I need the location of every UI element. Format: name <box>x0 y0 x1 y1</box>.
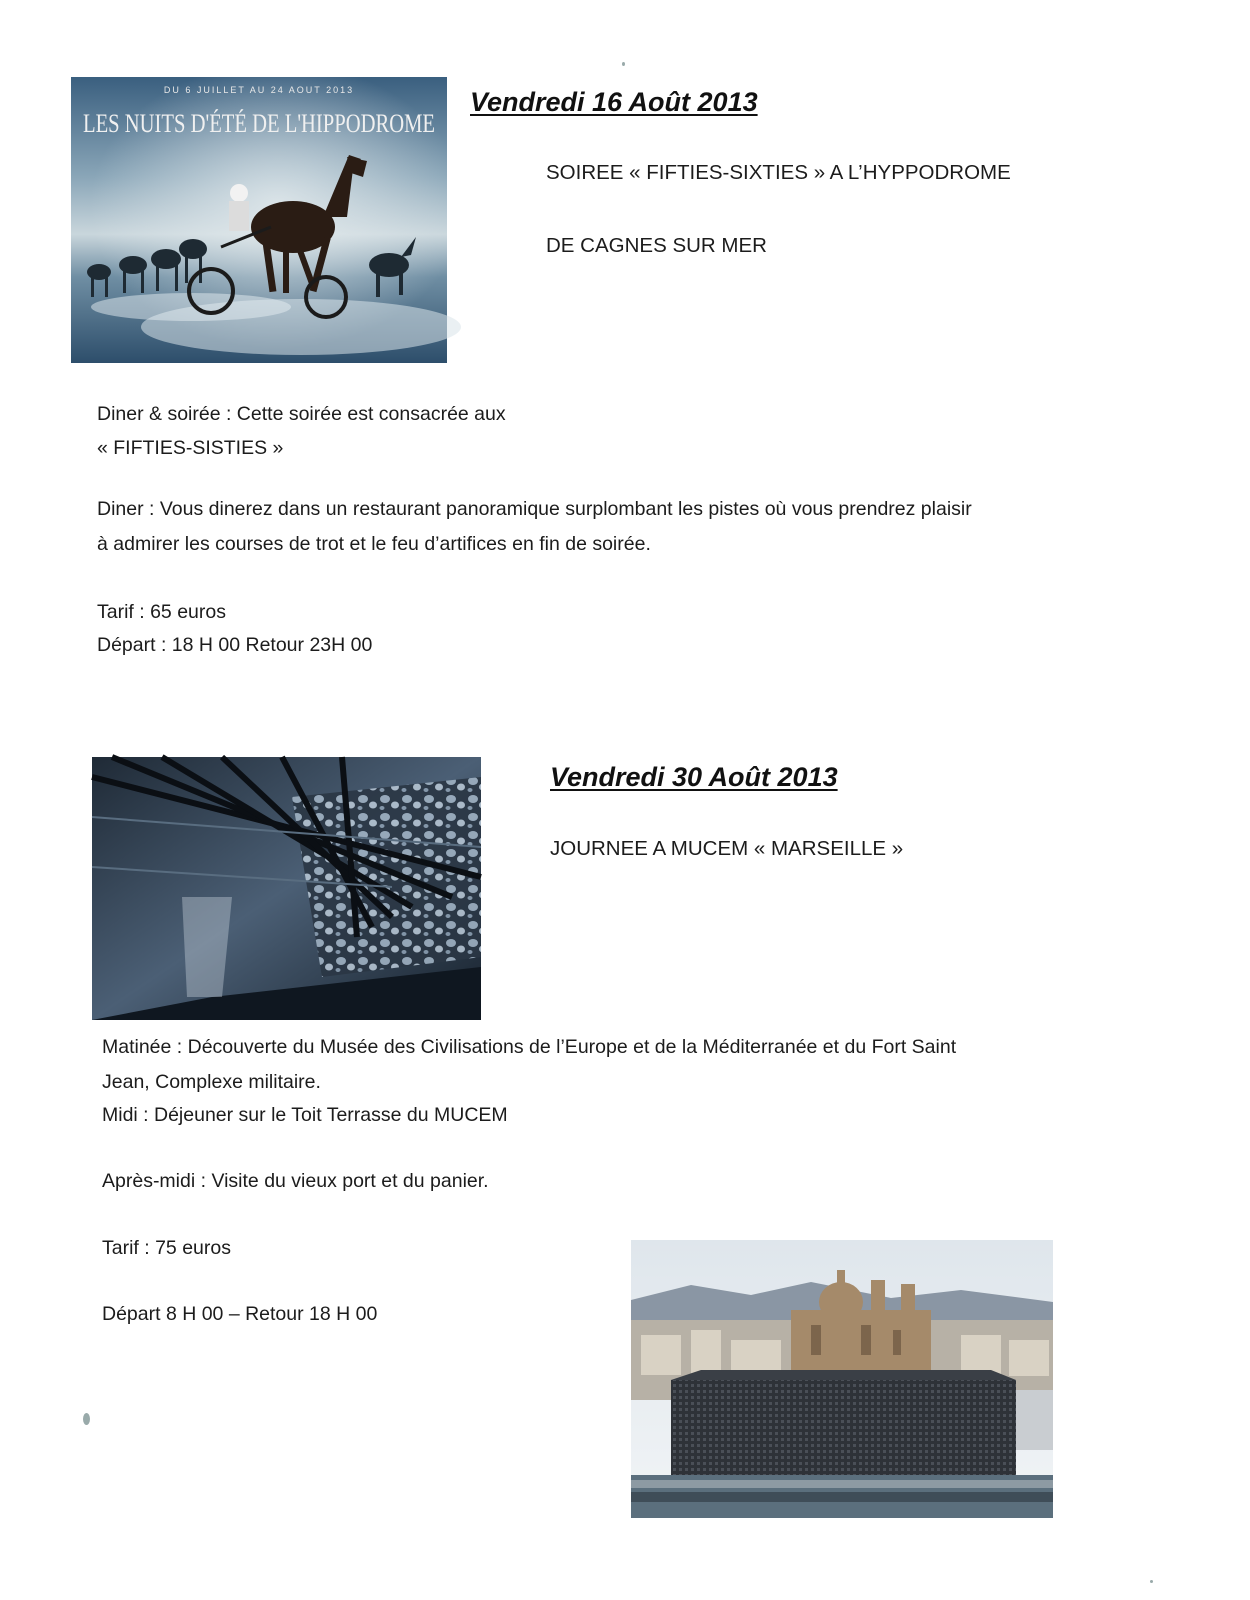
event1-headline-1: SOIREE « FIFTIES-SIXTIES » A L’HYPPODROME <box>546 161 1011 184</box>
event2-depart: Départ 8 H 00 – Retour 18 H 00 <box>102 1303 378 1325</box>
marseille-mucem-exterior-image <box>631 1240 1053 1518</box>
mucem-interior-image <box>92 757 481 1020</box>
event1-para1-line2: « FIFTIES-SISTIES » <box>97 437 284 459</box>
hippodrome-poster-image <box>71 77 447 363</box>
event2-apres-midi: Après-midi : Visite du vieux port et du panier. <box>102 1170 489 1192</box>
event2-headline: JOURNEE A MUCEM « MARSEILLE » <box>550 837 904 860</box>
event1-para1-line1: Diner & soirée : Cette soirée est consacrée aux <box>97 403 506 425</box>
event2-date: Vendredi 30 Août 2013 <box>550 762 838 792</box>
scan-speck <box>1150 1580 1153 1583</box>
event2-midi: Midi : Déjeuner sur le Toit Terrasse du MUCEM <box>102 1104 508 1126</box>
event2-matinee-line1: Matinée : Découverte du Musée des Civilisations de l’Europe et de la Méditerranée et du Fort Saint <box>102 1036 957 1058</box>
event1-para2-line1: Diner : Vous dinerez dans un restaurant panoramique surplombant les pistes où vous prendrez plaisir <box>97 498 972 520</box>
event1-tarif: Tarif : 65 euros <box>97 601 226 623</box>
event1-date: Vendredi 16 Août 2013 <box>470 87 758 117</box>
scan-speck <box>622 62 625 66</box>
event2-tarif: Tarif : 75 euros <box>102 1237 231 1259</box>
poster-date-range: DU 6 JUILLET AU 24 AOUT 2013 <box>163 85 355 95</box>
event1-para2-line2: à admirer les courses de trot et le feu d’artifices en fin de soirée. <box>97 533 651 555</box>
event1-depart: Départ : 18 H 00 Retour 23H 00 <box>97 634 373 656</box>
event2-matinee-line2: Jean, Complexe militaire. <box>102 1071 321 1093</box>
event1-headline-2: DE CAGNES SUR MER <box>546 234 767 257</box>
scan-speck <box>83 1413 90 1425</box>
poster-title: LES NUITS D'ÉTÉ DE L'HIPPODROME <box>83 109 435 138</box>
